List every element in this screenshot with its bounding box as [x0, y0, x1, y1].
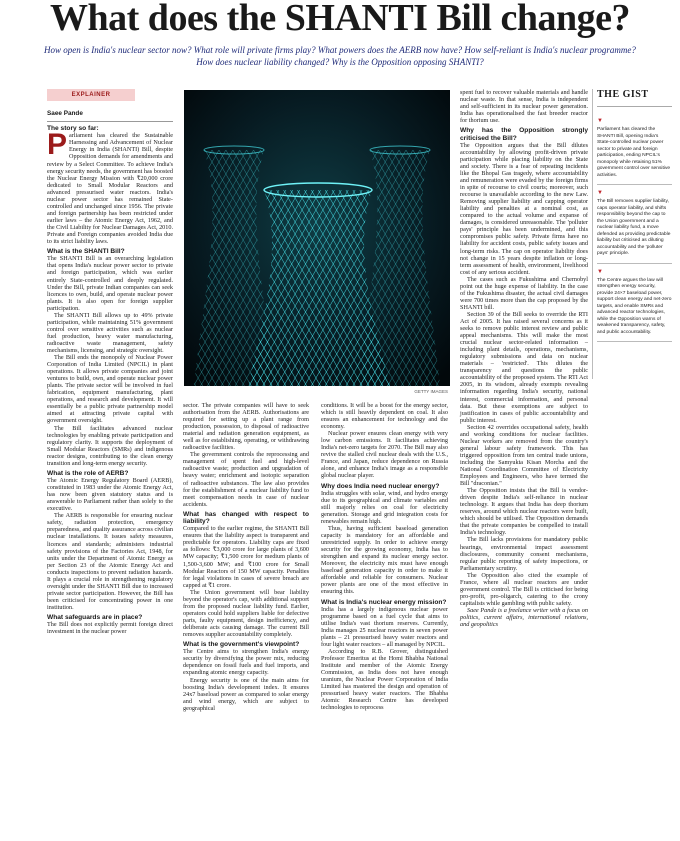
subhead-why-nuclear: Why does India need nuclear energy? [321, 482, 440, 490]
subhead-story-so-far: The story so far: [47, 125, 99, 133]
triangle-down-icon: ▼ [597, 268, 603, 275]
paragraph: Nuclear power ensures clean energy with very low carbon emissions. It facilitates achieving India's net-zero targets for 2070. The Bill may also revive the stalled civil nuclear deals with the U.S., France, and Japan, reduce dependence on Russia alone, and enhance India's image as a responsible global nuclear player. [321, 430, 448, 480]
gist-text: The Bill removes supplier liability, caps operator liability, and shifts responsibility beyond the cap to the Union government and a nuclear liability fund, a move defended as providing predictable liability but criticised as diluting accountability and the 'polluter pays' principle. [597, 199, 671, 256]
paragraph: India struggles with solar, wind, and hydro energy due to its geographical and climate variables and still majorly relies on coal for electricity generation. Storage and grid integration costs for renewables remain high. [321, 489, 448, 525]
paragraph: The AERB is responsible for ensuring nuclear safety, radiation protection, emergency preparedness, and quality assurance across civilian nuclear installations. It issues safety measures, licences and standards; administers industrial safety provisions of the Factories Act, 1948, for units under the Department of Atomic Energy as per Section 23 of the Atomic Energy Act and conducts inspections to prevent radiation hazards. It plays a crucial role in strengthening regulatory oversight under the SHANTI Bill due to increased private sector participation. However, the Bill has been criticised for concentrating power in one institution. [47, 512, 173, 611]
paragraph: The Bill ends the monopoly of Nuclear Power Corporation of India Limited (NPCIL) in plant operations. It allows private companies and joint ventures to build, own, and operate nuclear power plants. The private sector will be involved in fuel fabrication, equipment manufacturing, plant operations, and research and development. It will essentially be a public private partnership model aimed at attracting private capital with government oversight. [47, 354, 173, 425]
explainer-kicker: EXPLAINER [47, 89, 135, 101]
subhead-safeguards: What safeguards are in place? [47, 613, 143, 621]
paragraph: The Bill facilitates advanced nuclear technologies by enabling private participation and regulatory clarity. It supports the deployment of Small Modular Reactors (SMRs) and indigenous reactor designs, contributing to the clean energy transition and long-term energy security. [47, 424, 173, 467]
headline: What does the SHANTI Bill change? [50, 0, 630, 38]
story-text: arliament has cleared the Sustainable Harnessing and Advancement of Nuclear Energy in India (SHANTI) Bill, despite Opposition demands for amendments and review by a Select Committee. To achieve India's energy security needs, the government has boosted the Nuclear Energy Mission with ₹20,000 crore dedicated to Small Modular Reactors and advanced pressurised water reactors. India's nuclear power sector has remained State-controlled and unchanged since 1956. The private and foreign partnership has been restricted under earlier laws – the Atomic Energy Act, 1962, and the Civil Liability for Nuclear Damages Act, 2010. Private and Foreign companies avoided India due to its strict liability laws. [47, 132, 173, 246]
standfirst-line-2: How does nuclear liability changed? Why is the Opposition opposing SHANTI? [196, 56, 484, 67]
article-column-3 [321, 402, 448, 712]
gist-text: Parliament has cleared the SHANTI Bill, opening India's State-controlled nuclear power sector to private and foreign participation, ending NPCIL's monopoly while retaining 51% government control over sensitive activities. [597, 127, 671, 178]
paragraph: Thus, having sufficient baseload generation capacity is mandatory for an affordable and unrestricted supply. In order to achieve energy security for the growing economy, India has to strengthen and expand its nuclear energy sector. Moreover, the electricity mix must have enough baseload generation capacity in order to make it affordable and reliable for consumers. Nuclear power plants are one of the most effective in ensuring this. [321, 525, 448, 596]
paragraph: spent fuel to recover valuable materials and handle nuclear waste. In that sense, India is independent and self-sufficient in its nuclear power generation. India has operationalised the fast breeder reactor for thorium use. [460, 89, 588, 125]
subhead-what-is-bill: What is the SHANTI Bill? [47, 248, 125, 256]
paragraph: Section 39 of the Bill seeks to override the RTI Act of 2005. It has raised several concerns as it seeks to remove public interest review and public appeal mechanisms. This will make the most crucial nuclear sector-related information – including plant details, operations, mechanisms, regulatory submissions and data on nuclear materials – 'restricted'. This dilutes the transparency and questions the public accountability of the proposed system. The RTI Act 2005, in its wisdom, already exempts revealing information regarding India's security, national interest, commercial information, and personal data. But these exemptions are subject to justification in cases of public accountability and public interest. [460, 310, 588, 424]
paragraph: Section 42 overrides occupational safety, health and working conditions for nuclear facilities. Nuclear workers are removed from the country's general labour safety framework. This has triggered opposition from ten central trade unions, including the Samyukta Kisan Morcha and the National Coordination Committee of Electricity Employees and Engineers, who have termed the Bill "draconian." [460, 423, 588, 488]
author-note: Saee Pande is a freelance writer with a focus on politics, current affairs, international relations, and geopolitics [460, 606, 588, 629]
paragraph: The Opposition insists that the Bill is vendor-driven despite India's self-reliance in nuclear technology. It argues that India has deep thorium reserves, around which nuclear reactors were built, which should be utilised. The Opposition demands that the private companies be compelled to install India's technology. [460, 487, 588, 537]
column-divider [592, 89, 593, 379]
paragraph: The Opposition argues that the Bill dilutes accountability by allowing profit-driven private participation while placing liability on the State and society. There is a fear of repeating incidents like the Bhopal Gas tragedy, where accountability and remuneration were evaded by the foreign firms in spite of recourse to civil courts; moreover, such recourse is unavailable according to the new Law. Removing supplier liability and capping operator liability and penalties at a nominal cost, as compared to the actual volume and expanse of damages, is considered unreasonable. The 'polluter pays' principle has been undermined, and this compromises public safety. Private firms have no liability for accident costs, public safety issues and long-term risks. The cap on operator liability does not change in 15 years despite inflation or long-term assessment of health, environment, livelihood cost of any serious accident. [460, 141, 588, 276]
gist-item [597, 113, 672, 185]
gist-title: THE GIST [597, 89, 672, 107]
paragraph: conditions. It will be a boost for the energy sector, which is still heavily dependent on coal. It also ensures an enhancement for technology and the economy. [321, 402, 448, 431]
byline: Saee Pande [47, 110, 173, 122]
paragraph: The Bill does not explicitly permit foreign direct investment in the nuclear power [47, 621, 173, 636]
paragraph: The SHANTI Bill is an overarching legislation that opens India's nuclear power sector to private and foreign participation, which was earlier entirely State-controlled and deeply regulated. Under the Bill, private Indian companies can seek licences to own, build, and operate nuclear power plants. It is also open for foreign supplier participation. [47, 255, 173, 312]
gist-item [597, 264, 672, 343]
paragraph: Energy security is one of the main aims for boosting India's development index. It ensures 24x7 baseload power as compared to solar energy and wind energy, which are subject to geographical [183, 676, 309, 712]
subhead-nuclear-mission: What is India's nuclear energy mission? [321, 598, 447, 606]
paragraph: Compared to the earlier regime, the SHANTI Bill ensures that the liability aspect is transparent and predictable for operators. Liability caps are fixed as follows: ₹3,000 crore for large plants of 3,600 MW capacity; ₹1,500 crore for medium plants of 1,500-3,600 MW; and ₹100 crore for Small Modular Reactors of 150 MW capacity. Penalties for legal violations in cases of severe breach are capped at ₹1 crore. [183, 525, 309, 589]
subhead-government-view: What is the government's viewpoint? [183, 641, 300, 649]
gist-item [597, 185, 672, 264]
paragraph: The SHANTI Bill allows up to 49% private participation, while maintaining 51% government control over sensitive activities such as nuclear fuel production, heavy water manufacturing, radioactive waste management, safety mechanisms, licensing, and strategic oversight. [47, 311, 173, 354]
triangle-down-icon: ▼ [597, 190, 603, 196]
standfirst-line-1: How open is India's nuclear sector now? What role will private firms play? What powers does the AERB now have? How self-reliant is India's nuclear programme? [44, 45, 636, 55]
subhead-opposition: Why has the Opposition strongly criticised the Bill? [460, 127, 588, 142]
paragraph: India has a largely indigenous nuclear power programme based on a fuel cycle that aims to utilise India's vast thorium reserves. Currently, India manages 25 nuclear reactors in seven power plants – 21 pressurised heavy water reactors and four light water reactors – all managed by NPCIL. [321, 605, 448, 649]
article-column-4 [460, 89, 588, 628]
photo-credit: GETTY IMAGES [414, 389, 448, 394]
paragraph: The cases such as Fukushima and Chernobyl point out the huge expense of liability. In the case of the Fukushima disaster, the actual civil damages were 700 times more than the cap proposed by the SHANTI bill. [460, 275, 588, 311]
paragraph: The Union government will bear liability beyond the operator's cap, with additional support from the proposed nuclear liability fund. Earlier, operators could hold suppliers liable for defective parts, faulty equipment, design inefficiency, and deliberate acts causing damage. The current Bill removes supplier accountability completely. [183, 588, 309, 638]
article-column-2 [183, 402, 309, 712]
paragraph: The Centre aims to strengthen India's energy security by diversifying the power mix, reducing dependence on fossil fuels and fuel imports, and expanding atomic energy capacity. [183, 648, 309, 677]
paragraph: According to R.B. Grover, distinguished Professor Emeritus at the Homi Bhabha National Institute and member of the Atomic Energy Commission, as India does not have enough uranium, the Nuclear Power Corporation of India Limited has mastered the design and operation of pressurised heavy water reactors. The Bhabha Atomic Research Centre has developed technologies to reprocess [321, 648, 448, 712]
gist-box [597, 89, 672, 342]
triangle-down-icon: ▼ [597, 118, 603, 124]
paragraph: The Opposition also cited the example of France, where all nuclear reactors are under government control. The Bill is criticised for being pro-profit, pro-oligarch, catering to the crony capitalists while gambling with public safety. [460, 571, 588, 607]
gist-text: The Centre argues the law will strengthen energy security, provide 24×7 baseload power, support clean energy and net-zero targets, and enable SMRs and advanced reactor technologies, while the Opposition warns of weakened transparency, safety, and public accountability. [597, 277, 672, 335]
subhead-aerb-role: What is the role of AERB? [47, 469, 129, 477]
dropcap: P [47, 128, 68, 162]
paragraph: The Bill lacks provisions for mandatory public hearings, environmental impact assessment disclosures, community consent mechanisms, regular public reporting of safety inspections, or Parliamentary scrutiny. [460, 536, 588, 572]
standfirst [30, 45, 650, 68]
subhead-liability: What has changed with respect to liability? [183, 510, 309, 525]
paragraph: The Atomic Energy Regulatory Board (AERB), constituted in 1983 under the Atomic Energy Act, has now been given statutory status and is answerable to Parliament rather than solely to the executive. [47, 477, 173, 513]
paragraph: The government controls the reprocessing and management of spent fuel and high-level radioactive waste; production and upgradation of heavy water; enrichment and isotopic separation of radioactive substances. The law also provides for the establishment of a nuclear liability fund to meet compensation needs in case of nuclear accidents. [183, 451, 309, 508]
paragraph: sector. The private companies will have to seek authorisation from the AERB. Authorisations are required for setting up a plant range from production, possession, to disposal of radioactive material and radiation generation equipment, as well as for establishing, operating, or withdrawing radioactive facilities. [183, 402, 309, 452]
article-column-1 [47, 89, 173, 635]
cooling-towers-photo [184, 90, 450, 386]
